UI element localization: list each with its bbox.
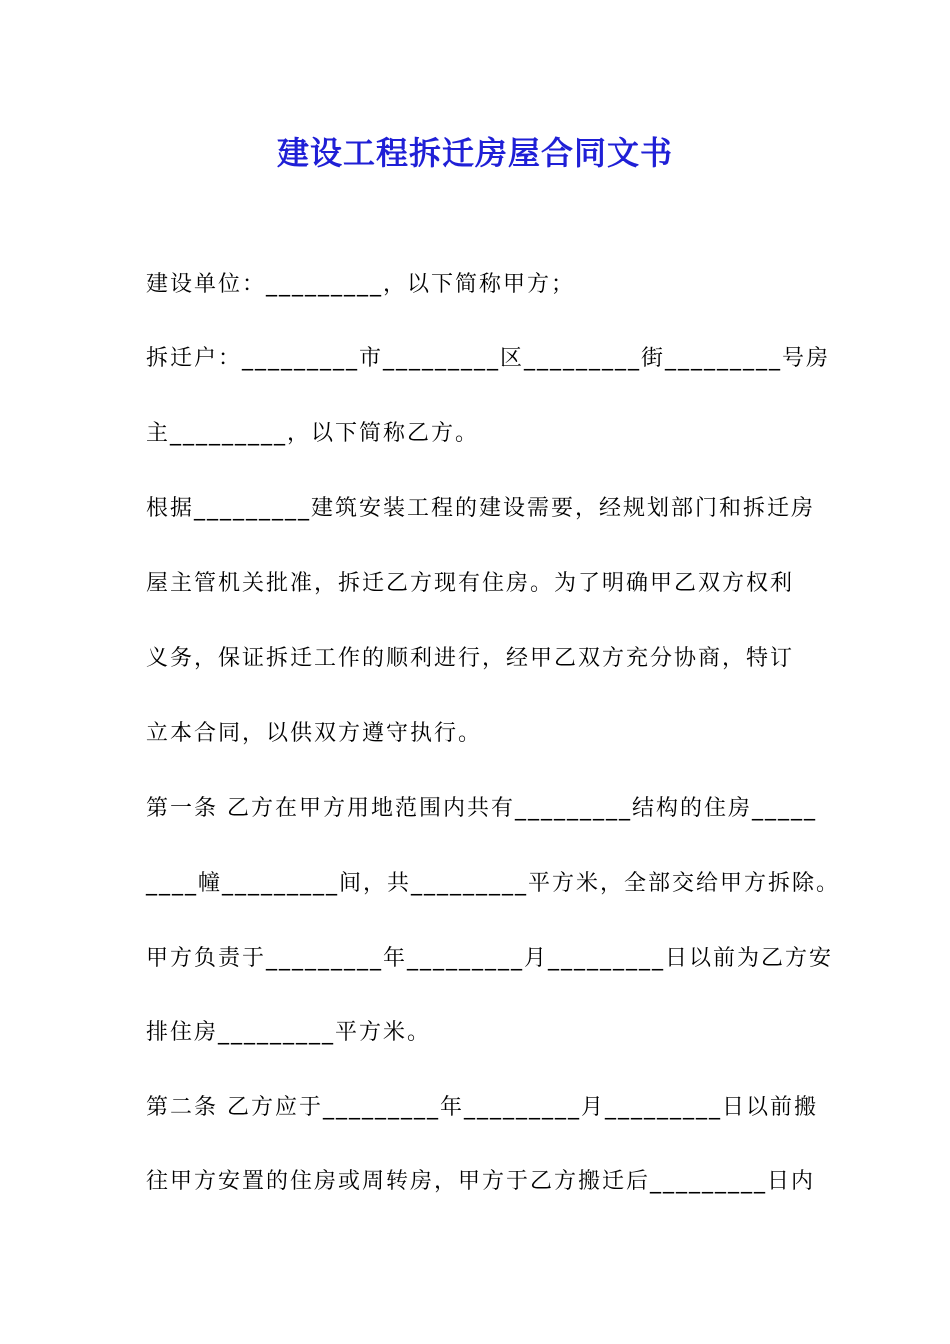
body-line: 往甲方安置的住房或周转房，甲方于乙方搬迁后_________日内 [146,1169,816,1194]
document-title: 建设工程拆迁房屋合同文书 [276,134,673,172]
body-line: 立本合同，以供双方遵守执行。 [146,721,483,746]
body-line: 拆迁户：_________市_________区_________街_________号房 [146,346,831,371]
body-line: 建设单位：_________，以下简称甲方； [146,272,576,297]
body-line: 排住房_________平方米。 [146,1020,432,1045]
body-line: 甲方负责于_________年_________月_________日以前为乙方安 [146,946,834,971]
body-line: 主_________，以下简称乙方。 [146,421,480,446]
body-line: ____幢_________间，共_________平方米，全部交给甲方拆除。 [146,871,841,896]
body-line: 屋主管机关批准，拆迁乙方现有住房。为了明确甲乙双方权利 [146,571,795,596]
body-line: 义务，保证拆迁工作的顺利进行，经甲乙双方充分协商，特订 [146,646,795,671]
body-line: 根据_________建筑安装工程的建设需要，经规划部门和拆迁房 [146,496,816,521]
body-line: 第二条 乙方应于_________年_________月_________日以前搬 [146,1095,818,1120]
body-line: 第一条 乙方在甲方用地范围内共有_________结构的住房_____ [146,796,817,821]
